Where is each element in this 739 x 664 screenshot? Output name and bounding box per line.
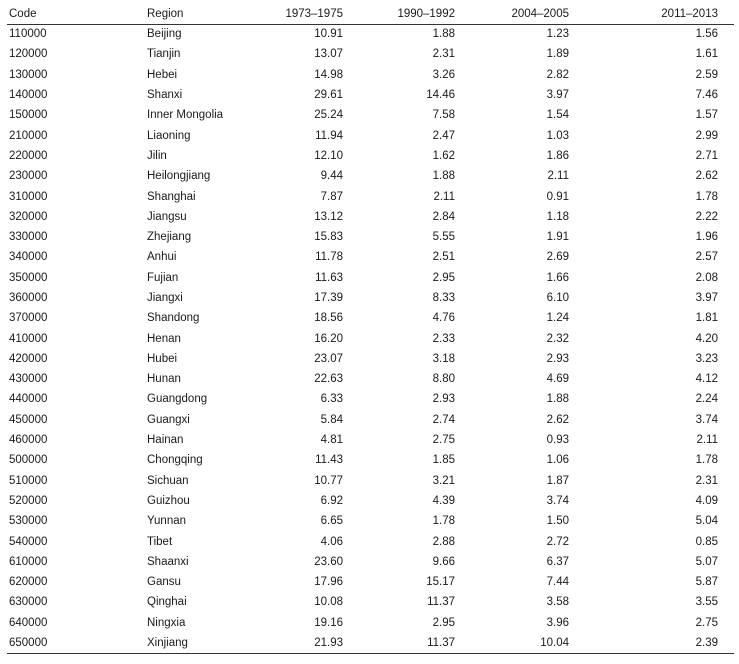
cell-1990-1992: 7.58 [432, 109, 455, 122]
table-row [7, 227, 734, 247]
cell-2004-2005: 0.91 [546, 190, 569, 203]
cell-region: Hebei [147, 68, 178, 81]
cell-code: 430000 [9, 373, 48, 386]
cell-1990-1992: 2.93 [432, 393, 455, 406]
cell-1990-1992: 2.47 [432, 129, 455, 142]
cell-1990-1992: 1.62 [432, 149, 455, 162]
cell-2004-2005: 4.69 [546, 373, 569, 386]
cell-2004-2005: 7.44 [546, 576, 569, 589]
cell-1973-1975: 6.92 [320, 494, 343, 507]
cell-region: Henan [147, 332, 181, 345]
cell-1990-1992: 2.75 [432, 434, 455, 447]
cell-1973-1975: 6.65 [320, 515, 343, 528]
cell-code: 460000 [9, 434, 48, 447]
cell-1990-1992: 15.17 [426, 576, 455, 589]
table-row [7, 633, 734, 653]
cell-code: 130000 [9, 68, 48, 81]
table-row [7, 491, 734, 511]
cell-code: 610000 [9, 555, 48, 568]
cell-1990-1992: 2.95 [432, 616, 455, 629]
cell-2011-2013: 1.78 [695, 454, 718, 467]
cell-region: Ningxia [147, 616, 186, 629]
cell-1973-1975: 5.84 [320, 413, 343, 426]
cell-region: Fujian [147, 271, 179, 284]
table-row [7, 207, 734, 227]
cell-2004-2005: 1.87 [546, 474, 569, 487]
cell-code: 520000 [9, 494, 48, 507]
cell-code: 500000 [9, 454, 48, 467]
cell-1973-1975: 12.10 [314, 149, 343, 162]
cell-code: 340000 [9, 251, 48, 264]
cell-1990-1992: 2.84 [432, 210, 455, 223]
cell-2004-2005: 1.66 [546, 271, 569, 284]
cell-1973-1975: 11.94 [315, 129, 343, 142]
cell-1990-1992: 11.37 [371, 633, 479, 653]
cell-1990-1992: 1.88 [432, 28, 455, 41]
cell-2011-2013: 3.23 [695, 352, 718, 365]
cell-2011-2013: 0.85 [695, 535, 718, 548]
cell-2004-2005: 2.93 [546, 352, 569, 365]
cell-1990-1992: 2.95 [432, 271, 455, 284]
cell-1973-1975: 10.77 [314, 474, 343, 487]
cell-2011-2013: 2.62 [695, 170, 718, 183]
cell-2011-2013: 4.20 [695, 332, 718, 345]
header-period-1973-1975: 1973–1975 [261, 4, 371, 24]
cell-1973-1975: 4.06 [320, 535, 343, 548]
cell-region: Hainan [147, 434, 184, 447]
cell-1990-1992: 8.33 [432, 292, 455, 304]
cell-1973-1975: 11.43 [315, 454, 343, 467]
cell-1990-1992: 4.76 [432, 312, 455, 325]
cell-1990-1992: 3.18 [432, 352, 455, 365]
cell-region: Heilongjiang [147, 170, 211, 183]
cell-1973-1975: 21.93 [261, 633, 371, 653]
cell-1973-1975: 10.91 [314, 28, 343, 41]
cell-code: 620000 [9, 576, 48, 589]
cell-1990-1992: 2.74 [432, 413, 455, 426]
cell-2004-2005: 1.89 [546, 48, 569, 61]
cell-2004-2005: 1.50 [546, 515, 569, 528]
cell-2004-2005: 0.93 [546, 434, 569, 447]
cell-2004-2005: 2.72 [546, 535, 569, 548]
cell-2011-2013: 2.57 [695, 251, 718, 264]
cell-2011-2013: 4.09 [695, 494, 718, 507]
cell-2011-2013: 3.74 [695, 413, 718, 426]
cell-1990-1992: 8.80 [432, 373, 455, 386]
table-row [7, 308, 734, 328]
cell-region: Inner Mongolia [147, 109, 224, 122]
cell-1973-1975: 25.24 [314, 109, 343, 122]
cell-1973-1975: 7.87 [320, 190, 343, 203]
cell-2011-2013: 1.81 [695, 312, 718, 325]
cell-region: Zhejiang [147, 231, 192, 244]
cell-code: 370000 [9, 312, 48, 325]
cell-1973-1975: 23.07 [314, 352, 343, 365]
cell-2011-2013: 2.11 [696, 434, 718, 447]
cell-1973-1975: 9.44 [320, 170, 343, 183]
cell-2011-2013: 1.61 [695, 48, 718, 61]
cell-2004-2005: 1.24 [546, 312, 569, 325]
cell-1973-1975: 13.07 [314, 48, 343, 61]
table-header [7, 4, 734, 24]
table-row [7, 572, 734, 592]
cell-2004-2005: 1.06 [546, 454, 569, 467]
table-row [7, 531, 734, 551]
cell-code: 360000 [9, 292, 48, 304]
cell-1973-1975: 18.56 [314, 312, 343, 325]
table-row [7, 613, 734, 633]
cell-1973-1975: 22.63 [314, 373, 343, 386]
cell-1973-1975: 11.78 [315, 251, 343, 264]
cell-region: Chongqing [147, 454, 203, 467]
cell-region: Jiangxi [147, 292, 183, 304]
table-row [7, 65, 734, 85]
cell-code: 630000 [9, 596, 48, 609]
table-row [7, 369, 734, 389]
cell-2004-2005: 1.23 [546, 28, 569, 41]
cell-region: Tianjin [147, 48, 181, 61]
cell-1990-1992: 11.37 [427, 596, 455, 609]
cell-code: 230000 [9, 170, 48, 183]
header-row [7, 4, 734, 24]
cell-region: Qinghai [147, 596, 187, 609]
cell-1990-1992: 1.88 [432, 170, 455, 183]
cell-2011-2013: 1.78 [695, 190, 718, 203]
cell-region: Guangxi [147, 413, 190, 426]
cell-1990-1992: 5.55 [432, 231, 455, 244]
cell-1973-1975: 16.20 [314, 332, 343, 345]
cell-region: Shaanxi [147, 555, 189, 568]
cell-region: Guizhou [147, 494, 190, 507]
cell-2004-2005: 6.10 [546, 292, 569, 304]
cell-code: 450000 [9, 413, 48, 426]
cell-2011-2013: 2.99 [695, 129, 718, 142]
cell-code: 320000 [9, 210, 48, 223]
cell-2011-2013: 2.08 [695, 271, 718, 284]
cell-1990-1992: 3.21 [432, 474, 455, 487]
cell-2011-2013: 2.59 [695, 68, 718, 81]
data-table-container [7, 4, 734, 654]
cell-1990-1992: 1.78 [432, 515, 455, 528]
cell-code: 220000 [9, 149, 48, 162]
cell-1973-1975: 17.39 [314, 292, 343, 304]
cell-code: 110000 [9, 28, 47, 41]
cell-1973-1975: 14.98 [314, 68, 343, 81]
cell-region: Xinjiang [147, 633, 261, 653]
cell-region: Hunan [147, 373, 181, 386]
cell-1973-1975: 6.33 [320, 393, 343, 406]
cell-1973-1975: 15.83 [314, 231, 343, 244]
table-row [7, 44, 734, 64]
table-row [7, 85, 734, 105]
cell-2004-2005: 1.54 [546, 109, 569, 122]
cell-1990-1992: 2.31 [432, 48, 455, 61]
cell-region: Jiangsu [147, 210, 187, 223]
cell-code: 120000 [9, 48, 48, 61]
cell-2004-2005: 2.62 [546, 413, 569, 426]
cell-1973-1975: 29.61 [314, 89, 343, 102]
cell-2004-2005: 3.74 [546, 494, 569, 507]
cell-1990-1992: 2.88 [432, 535, 455, 548]
cell-region: Jilin [147, 149, 167, 162]
cell-code: 140000 [9, 89, 48, 102]
cell-2004-2005: 3.96 [546, 616, 569, 629]
table-row [7, 471, 734, 491]
cell-region: Guangdong [147, 393, 208, 406]
cell-1990-1992: 1.85 [432, 454, 455, 467]
cell-region: Yunnan [147, 515, 187, 528]
cell-code: 410000 [9, 332, 48, 345]
cell-2011-2013: 5.87 [695, 576, 718, 589]
cell-1973-1975: 10.08 [314, 596, 343, 609]
cell-2004-2005: 1.91 [546, 231, 569, 244]
cell-1990-1992: 2.33 [432, 332, 455, 345]
cell-2011-2013: 2.75 [695, 616, 718, 629]
cell-code: 510000 [9, 474, 48, 487]
cell-2004-2005: 2.11 [547, 170, 569, 183]
table-row [7, 430, 734, 450]
cell-2011-2013: 3.55 [695, 596, 718, 609]
cell-1973-1975: 17.96 [314, 576, 343, 589]
cell-code: 330000 [9, 231, 48, 244]
cell-1990-1992: 9.66 [432, 555, 455, 568]
cell-code: 540000 [9, 535, 48, 548]
cell-2004-2005: 1.18 [546, 210, 569, 223]
cell-2004-2005: 1.86 [546, 149, 569, 162]
cell-2004-2005: 3.58 [546, 596, 569, 609]
table-row [7, 105, 734, 125]
cell-1990-1992: 14.46 [426, 89, 455, 102]
table-row [7, 186, 734, 206]
table-row [7, 552, 734, 572]
cell-2004-2005: 3.97 [546, 89, 569, 102]
table-row [7, 328, 734, 348]
table-row [7, 592, 734, 612]
cell-2011-2013: 4.12 [695, 373, 718, 386]
table-row [7, 389, 734, 409]
table-body [7, 24, 734, 653]
cell-region: Tibet [147, 535, 173, 548]
cell-2011-2013: 2.24 [695, 393, 718, 406]
cell-2011-2013: 1.96 [695, 231, 718, 244]
cell-1973-1975: 23.60 [314, 555, 343, 568]
table-row [7, 166, 734, 186]
cell-region: Anhui [147, 251, 177, 264]
cell-region: Liaoning [147, 129, 191, 142]
cell-region: Sichuan [147, 474, 189, 487]
region-data-table [7, 4, 734, 654]
cell-1973-1975: 4.81 [320, 434, 343, 447]
header-period-2004-2005: 2004–2005 [479, 4, 599, 24]
table-row [7, 24, 734, 44]
cell-region: Shandong [147, 312, 200, 325]
cell-2011-2013: 5.07 [695, 555, 718, 568]
cell-region: Shanghai [147, 190, 196, 203]
cell-1973-1975: 13.12 [314, 210, 343, 223]
cell-2011-2013: 2.71 [695, 149, 718, 162]
cell-region: Gansu [147, 576, 181, 589]
cell-2004-2005: 6.37 [546, 555, 569, 568]
cell-1990-1992: 2.11 [433, 190, 455, 203]
cell-2004-2005: 1.03 [546, 129, 569, 142]
table-row [7, 146, 734, 166]
cell-1990-1992: 4.39 [432, 494, 455, 507]
cell-2011-2013: 2.39 [599, 633, 734, 653]
cell-region: Beijing [147, 28, 182, 41]
table-row [7, 268, 734, 288]
cell-2011-2013: 7.46 [695, 89, 718, 102]
table-row [7, 410, 734, 430]
cell-2011-2013: 5.04 [695, 515, 718, 528]
cell-1973-1975: 11.63 [315, 271, 343, 284]
cell-1990-1992: 3.26 [432, 68, 455, 81]
cell-region: Hubei [147, 352, 178, 365]
cell-2011-2013: 2.31 [695, 474, 718, 487]
cell-2004-2005: 1.88 [546, 393, 569, 406]
cell-2004-2005: 10.04 [479, 633, 599, 653]
cell-2011-2013: 3.97 [695, 292, 718, 304]
table-row [7, 125, 734, 145]
cell-code: 440000 [9, 393, 48, 406]
cell-2004-2005: 2.69 [546, 251, 569, 264]
cell-code: 150000 [9, 109, 48, 122]
table-row [7, 450, 734, 470]
header-period-2011-2013: 2011–2013 [599, 4, 734, 24]
cell-code: 420000 [9, 352, 48, 365]
header-region: Region [147, 4, 261, 24]
cell-2011-2013: 2.22 [695, 210, 718, 223]
table-row [7, 349, 734, 369]
cell-2004-2005: 2.82 [546, 68, 569, 81]
table-row [7, 288, 734, 308]
header-period-1990-1992: 1990–1992 [371, 4, 479, 24]
cell-2011-2013: 1.56 [695, 28, 718, 41]
header-code: Code [7, 4, 147, 24]
cell-code: 350000 [9, 271, 48, 284]
cell-code: 310000 [9, 190, 48, 203]
cell-code: 530000 [9, 515, 48, 528]
cell-code: 210000 [9, 129, 48, 142]
cell-1990-1992: 2.51 [432, 251, 455, 264]
cell-code: 640000 [9, 616, 48, 629]
cell-region: Shanxi [147, 89, 183, 102]
cell-2011-2013: 1.57 [695, 109, 718, 122]
cell-2004-2005: 2.32 [546, 332, 569, 345]
table-row [7, 247, 734, 267]
cell-1973-1975: 19.16 [314, 616, 343, 629]
table-row [7, 511, 734, 531]
cell-code: 650000 [7, 633, 147, 653]
